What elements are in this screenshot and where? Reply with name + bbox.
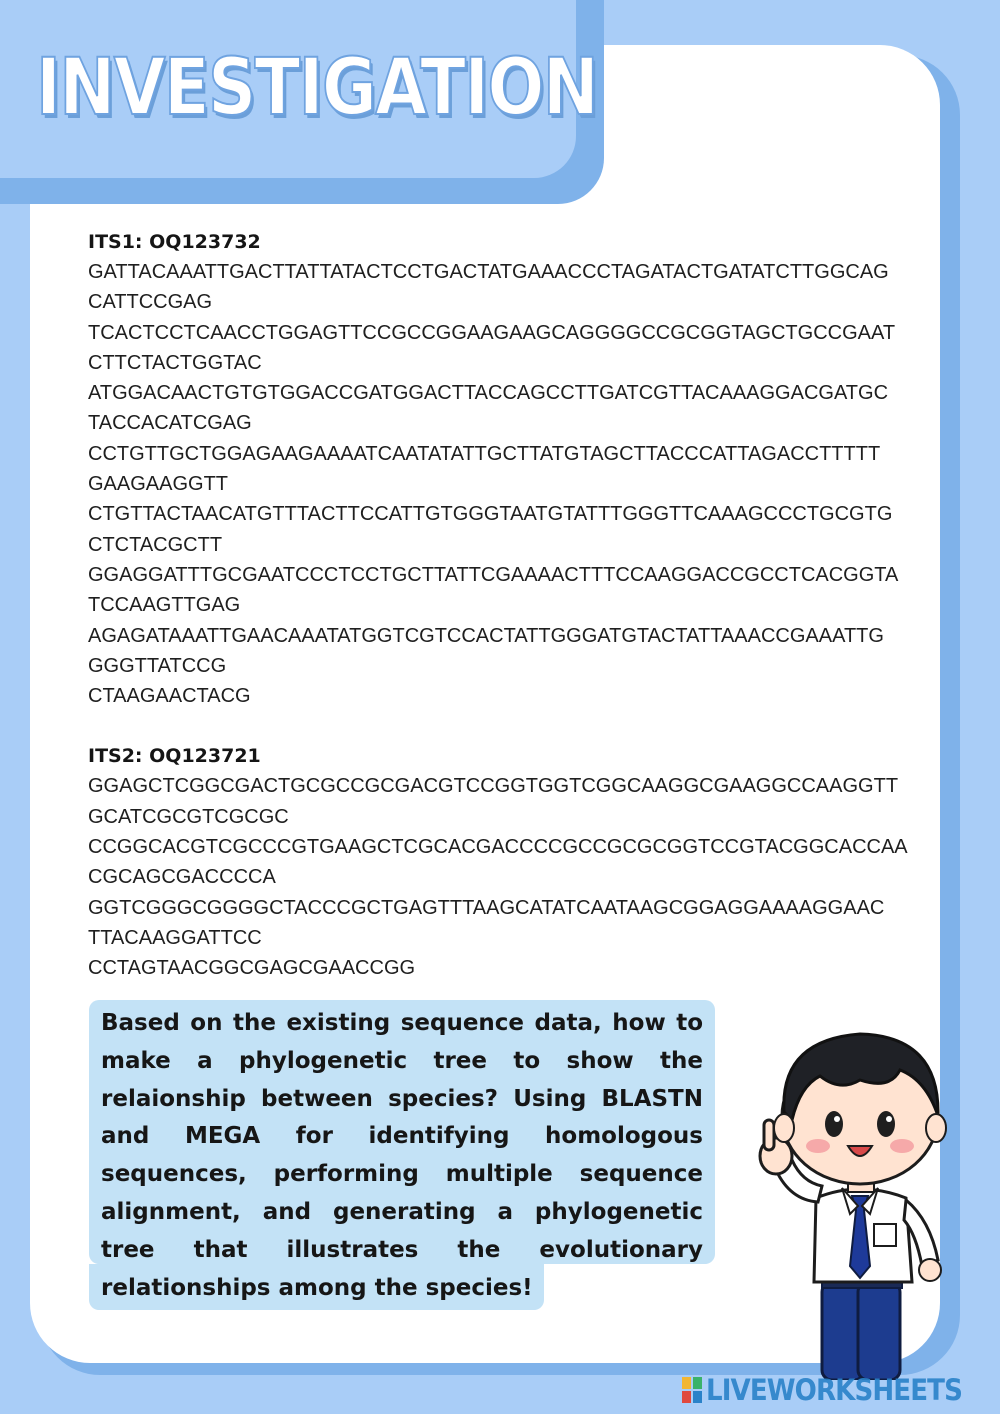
sequence-line: ATGGACAACTGTGTGGACCGATGGACTTACCAGCCTTGATCGTTACAAAGGACGATGC — [88, 382, 889, 405]
question-text: Based on the existing sequence data, how to make a phylogenetic tree to show the relaionship between species? Using BLASTN and MEGA for identifying homologous sequences, performing multiple sequence alignment, and generating a phylogenetic tree that illustrates the evolutionary relationships among the species! — [101, 1010, 703, 1301]
sequence-line: AGAGATAAATTGAACAAATATGGTCGTCCACTATTGGGATGTACTATTAAACCGAAATTG — [88, 624, 884, 647]
sequence-line: CTGTTACTAACATGTTTACTTCCATTGTGGGTAATGTATTTGGGTTCAAAGCCCTGCGTG — [88, 503, 893, 526]
sequence-line: CCGGCACGTCGCCCGTGAAGCTCGCACGACCCCGCCGCGCGGTCCGTACGGCACCAA — [88, 836, 908, 859]
sequence-label: ITS1: OQ123732 — [88, 231, 261, 253]
sequence-content — [88, 227, 908, 984]
sequence-line: GAAGAAGGTT — [88, 473, 229, 496]
sequence-line: CTCTACGCTT — [88, 533, 223, 556]
sequence-label: ITS2: OQ123721 — [88, 745, 261, 768]
sequence-line: CTAAGAACTACG — [88, 685, 251, 708]
sequence-line: TCCAAGTTGAG — [88, 594, 241, 617]
sequence-line: CCTGTTGCTGGAGAAGAAAATCAATATATTGCTTATGTAGCTTACCCATTAGACCTTTTT — [88, 442, 881, 465]
sequence-line: GGGTTATCCG — [88, 654, 227, 677]
sequence-block-its1 — [88, 227, 900, 711]
sequence-line: GGAGCTCGGCGACTGCGCCGCGACGTCCGGTGGTCGGCAAGGCGAAGGCCAAGGTT — [88, 775, 899, 798]
header-banner — [0, 0, 598, 178]
sequence-line: CCTAGTAACGGCGAGCGAACCGG — [88, 957, 416, 980]
watermark-text: LIVEWORKSHEETS — [705, 1373, 962, 1407]
sequence-line: GGAGGATTTGCGAATCCCTCCTGCTTATTCGAAAACTTTCCAAGGACCGCCTCACGGTA — [88, 563, 899, 586]
sequence-line: TTACAAGGATTCC — [88, 926, 262, 949]
boy-student-illustration — [740, 1020, 970, 1380]
sequence-line: TCACTCCTCAACCTGGAGTTCCGCCGGAAGAAGCAGGGGCCGCGGTAGCTGCCGAAT — [88, 321, 896, 344]
sequence-line: GATTACAAATTGACTTATTATACTCCTGACTATGAAACCCTAGATACTGATATCTTGGCAG — [88, 261, 889, 283]
section-spacer — [88, 711, 900, 741]
sequence-line: CATTCCGAG — [88, 291, 213, 314]
liveworksheets-logo-icon — [682, 1377, 702, 1403]
watermark — [682, 1372, 990, 1408]
sequence-line: GGTCGGGCGGGGCTACCCGCTGAGTTTAAGCATATCAATAAGCGGAGGAAAAGGAAC — [88, 896, 885, 919]
sequence-line: GCATCGCGTCGCGC — [88, 805, 289, 828]
sequence-block-its2 — [88, 741, 908, 983]
sequence-line: TACCACATCGAG — [88, 412, 252, 435]
page-title: INVESTIGATION — [36, 43, 598, 133]
sequence-line: CGCAGCGACCCCA — [88, 866, 276, 889]
sequence-line: CTTCTACTGGTAC — [88, 351, 262, 374]
